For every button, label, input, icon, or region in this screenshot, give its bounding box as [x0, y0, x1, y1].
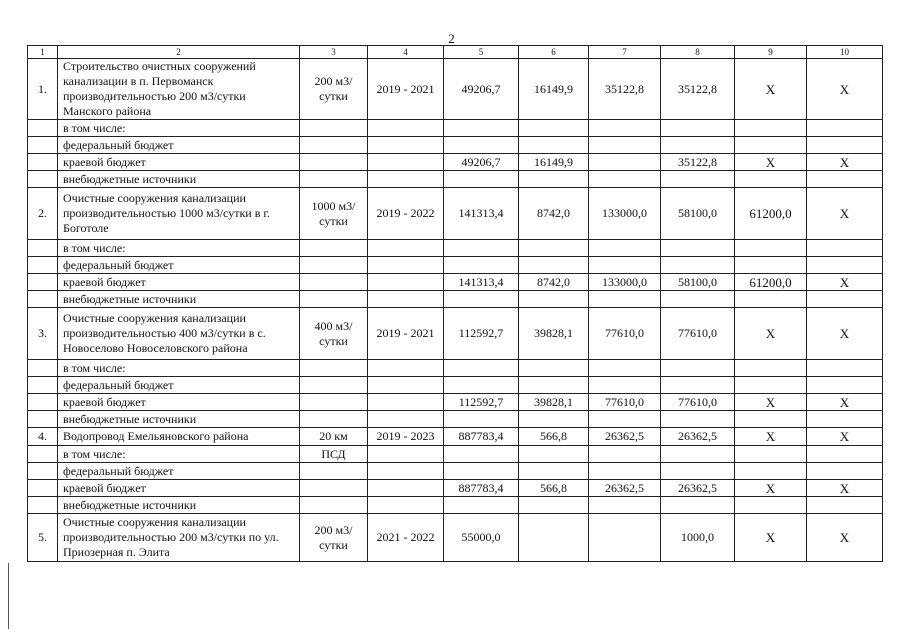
funding-v5: 49206,7 [444, 154, 519, 171]
header-row [28, 46, 883, 59]
funding-note [300, 274, 368, 291]
col-header: 3 [300, 46, 368, 59]
funding-v9 [735, 446, 807, 463]
funding-note [300, 480, 368, 497]
funding-v10 [807, 240, 883, 257]
funding-v8 [661, 360, 735, 377]
funding-label: краевой бюджет [58, 394, 300, 411]
funding-v7 [589, 446, 661, 463]
funding-v10 [807, 120, 883, 137]
project-capacity: 200 м3/сутки [300, 59, 368, 120]
funding-note [300, 411, 368, 428]
project-name: Очистные сооружения канализации производительностью 200 м3/сутки по ул. Приозерная п. Элита [58, 514, 300, 562]
funding-note [300, 257, 368, 274]
funding-v9 [735, 171, 807, 188]
empty-cell [28, 446, 58, 463]
empty-cell [28, 480, 58, 497]
value-v9: Х [735, 428, 807, 446]
funding-v10 [807, 137, 883, 154]
funding-v5 [444, 497, 519, 514]
funding-v7 [589, 377, 661, 394]
funding-v8 [661, 291, 735, 308]
value-v10: Х [807, 188, 883, 240]
funding-v10 [807, 171, 883, 188]
funding-v7 [589, 154, 661, 171]
project-row [28, 188, 883, 240]
empty-cell [368, 120, 444, 137]
funding-v10: Х [807, 154, 883, 171]
funding-label: краевой бюджет [58, 274, 300, 291]
project-number: 3. [28, 308, 58, 360]
project-number: 2. [28, 188, 58, 240]
funding-row [28, 394, 883, 411]
funding-v5: 887783,4 [444, 480, 519, 497]
col-header: 2 [58, 46, 300, 59]
funding-v8 [661, 171, 735, 188]
value-v6 [519, 514, 589, 562]
empty-cell [368, 291, 444, 308]
empty-cell [28, 377, 58, 394]
funding-v6 [519, 360, 589, 377]
empty-cell [368, 446, 444, 463]
empty-cell [368, 240, 444, 257]
funding-row [28, 120, 883, 137]
funding-row [28, 257, 883, 274]
project-name: Очистные сооружения канализации производительностью 400 м3/сутки в с. Новоселово Новоселовского района [58, 308, 300, 360]
value-v9: Х [735, 59, 807, 120]
value-v9: Х [735, 514, 807, 562]
project-capacity: 20 км [300, 428, 368, 446]
funding-v8: 35122,8 [661, 154, 735, 171]
funding-v9: Х [735, 480, 807, 497]
funding-v6: 8742,0 [519, 274, 589, 291]
value-v8: 35122,8 [661, 59, 735, 120]
col-header: 10 [807, 46, 883, 59]
empty-cell [368, 274, 444, 291]
funding-v5 [444, 360, 519, 377]
funding-note [300, 120, 368, 137]
funding-v7 [589, 463, 661, 480]
funding-v10 [807, 360, 883, 377]
col-header: 7 [589, 46, 661, 59]
value-v6: 39828,1 [519, 308, 589, 360]
funding-v7: 77610,0 [589, 394, 661, 411]
funding-row [28, 497, 883, 514]
value-v5: 49206,7 [444, 59, 519, 120]
funding-v5 [444, 240, 519, 257]
funding-note [300, 240, 368, 257]
funding-v10 [807, 257, 883, 274]
project-row [28, 428, 883, 446]
col-header: 1 [28, 46, 58, 59]
funding-row [28, 377, 883, 394]
funding-note [300, 497, 368, 514]
empty-cell [28, 360, 58, 377]
project-number: 5. [28, 514, 58, 562]
col-header: 5 [444, 46, 519, 59]
empty-cell [28, 411, 58, 428]
funding-label: федеральный бюджет [58, 377, 300, 394]
funding-row [28, 463, 883, 480]
funding-v10 [807, 291, 883, 308]
funding-v6 [519, 463, 589, 480]
funding-v9: Х [735, 394, 807, 411]
project-name: Очистные сооружения канализации производительностью 1000 м3/сутки в г. Боготоле [58, 188, 300, 240]
funding-v9: Х [735, 154, 807, 171]
funding-row [28, 154, 883, 171]
funding-label: в том числе: [58, 446, 300, 463]
funding-note [300, 171, 368, 188]
funding-v6 [519, 377, 589, 394]
funding-label: в том числе: [58, 120, 300, 137]
funding-v8 [661, 257, 735, 274]
funding-v7 [589, 240, 661, 257]
funding-label: федеральный бюджет [58, 257, 300, 274]
funding-label: краевой бюджет [58, 480, 300, 497]
funding-v5 [444, 411, 519, 428]
funding-v8: 77610,0 [661, 394, 735, 411]
funding-v6 [519, 497, 589, 514]
funding-label: внебюджетные источники [58, 411, 300, 428]
funding-v7: 26362,5 [589, 480, 661, 497]
funding-label: в том числе: [58, 360, 300, 377]
funding-v6 [519, 446, 589, 463]
funding-label: в том числе: [58, 240, 300, 257]
empty-cell [28, 497, 58, 514]
funding-v7: 133000,0 [589, 274, 661, 291]
value-v5: 141313,4 [444, 188, 519, 240]
funding-note [300, 291, 368, 308]
value-v10: Х [807, 59, 883, 120]
empty-cell [368, 360, 444, 377]
project-row [28, 514, 883, 562]
funding-v9 [735, 463, 807, 480]
funding-v9 [735, 120, 807, 137]
empty-cell [368, 171, 444, 188]
project-capacity: 1000 м3/сутки [300, 188, 368, 240]
funding-v5 [444, 463, 519, 480]
funding-v10 [807, 497, 883, 514]
funding-v8 [661, 463, 735, 480]
funding-v7 [589, 137, 661, 154]
value-v10: Х [807, 514, 883, 562]
funding-label: федеральный бюджет [58, 463, 300, 480]
empty-cell [368, 463, 444, 480]
empty-cell [28, 240, 58, 257]
funding-v5: 112592,7 [444, 394, 519, 411]
empty-cell [368, 394, 444, 411]
funding-v8 [661, 240, 735, 257]
funding-v5 [444, 171, 519, 188]
margin-line [8, 563, 9, 629]
project-period: 2019 - 2022 [368, 188, 444, 240]
funding-v7 [589, 257, 661, 274]
funding-label: федеральный бюджет [58, 137, 300, 154]
funding-v8: 26362,5 [661, 480, 735, 497]
project-name: Строительство очистных сооружений канализации в п. Первоманск производительностью 200 м3/сутки Манского района [58, 59, 300, 120]
project-number: 1. [28, 59, 58, 120]
empty-cell [368, 137, 444, 154]
empty-cell [368, 257, 444, 274]
funding-v10 [807, 411, 883, 428]
funding-row [28, 360, 883, 377]
value-v8: 1000,0 [661, 514, 735, 562]
funding-row [28, 240, 883, 257]
col-header: 6 [519, 46, 589, 59]
funding-note [300, 463, 368, 480]
empty-cell [28, 171, 58, 188]
project-name: Водопровод Емельяновского района [58, 428, 300, 446]
value-v7: 35122,8 [589, 59, 661, 120]
project-period: 2021 - 2022 [368, 514, 444, 562]
funding-label: внебюджетные источники [58, 497, 300, 514]
value-v6: 8742,0 [519, 188, 589, 240]
funding-note [300, 360, 368, 377]
funding-v9 [735, 291, 807, 308]
funding-v6: 16149,9 [519, 154, 589, 171]
funding-v10: Х [807, 394, 883, 411]
funding-v9 [735, 240, 807, 257]
funding-note [300, 154, 368, 171]
funding-v10 [807, 446, 883, 463]
funding-v6 [519, 240, 589, 257]
funding-v6 [519, 291, 589, 308]
funding-v10 [807, 463, 883, 480]
project-period: 2019 - 2021 [368, 308, 444, 360]
funding-v9 [735, 137, 807, 154]
value-v8: 58100,0 [661, 188, 735, 240]
funding-v10: Х [807, 274, 883, 291]
funding-v7 [589, 497, 661, 514]
funding-v5 [444, 257, 519, 274]
value-v10: Х [807, 428, 883, 446]
value-v8: 77610,0 [661, 308, 735, 360]
funding-note [300, 137, 368, 154]
empty-cell [368, 480, 444, 497]
value-v5: 55000,0 [444, 514, 519, 562]
funding-row [28, 480, 883, 497]
funding-note [300, 377, 368, 394]
empty-cell [28, 137, 58, 154]
value-v10: Х [807, 308, 883, 360]
value-v7: 133000,0 [589, 188, 661, 240]
funding-row [28, 137, 883, 154]
funding-v9 [735, 411, 807, 428]
empty-cell [28, 463, 58, 480]
value-v7: 26362,5 [589, 428, 661, 446]
empty-cell [28, 291, 58, 308]
funding-v6 [519, 171, 589, 188]
funding-v6 [519, 257, 589, 274]
funding-v7 [589, 360, 661, 377]
funding-v8 [661, 377, 735, 394]
funding-v5 [444, 137, 519, 154]
col-header: 4 [368, 46, 444, 59]
funding-v8 [661, 411, 735, 428]
funding-v8 [661, 497, 735, 514]
funding-v5 [444, 446, 519, 463]
funding-v5: 141313,4 [444, 274, 519, 291]
project-number: 4. [28, 428, 58, 446]
funding-note [300, 394, 368, 411]
empty-cell [28, 394, 58, 411]
funding-v10 [807, 377, 883, 394]
funding-v6 [519, 120, 589, 137]
funding-note: ПСД [300, 446, 368, 463]
value-v6: 16149,9 [519, 59, 589, 120]
empty-cell [368, 411, 444, 428]
project-period: 2019 - 2023 [368, 428, 444, 446]
funding-v7 [589, 411, 661, 428]
value-v7 [589, 514, 661, 562]
funding-row [28, 171, 883, 188]
funding-label: внебюджетные источники [58, 171, 300, 188]
funding-v9 [735, 377, 807, 394]
funding-v8 [661, 137, 735, 154]
value-v8: 26362,5 [661, 428, 735, 446]
funding-v8 [661, 120, 735, 137]
funding-v5 [444, 377, 519, 394]
funding-row [28, 411, 883, 428]
empty-cell [28, 154, 58, 171]
funding-v7 [589, 171, 661, 188]
funding-v9: 61200,0 [735, 274, 807, 291]
funding-v5 [444, 291, 519, 308]
funding-row [28, 291, 883, 308]
funding-v7 [589, 120, 661, 137]
funding-v9 [735, 257, 807, 274]
funding-v10: Х [807, 480, 883, 497]
project-capacity: 400 м3/сутки [300, 308, 368, 360]
funding-v6: 39828,1 [519, 394, 589, 411]
funding-v8 [661, 446, 735, 463]
empty-cell [368, 377, 444, 394]
funding-v8: 58100,0 [661, 274, 735, 291]
project-row [28, 308, 883, 360]
investment-table [27, 45, 883, 562]
funding-v5 [444, 120, 519, 137]
empty-cell [28, 274, 58, 291]
empty-cell [368, 497, 444, 514]
empty-cell [368, 154, 444, 171]
value-v6: 566,8 [519, 428, 589, 446]
funding-label: краевой бюджет [58, 154, 300, 171]
value-v9: Х [735, 308, 807, 360]
value-v5: 887783,4 [444, 428, 519, 446]
col-header: 9 [735, 46, 807, 59]
value-v7: 77610,0 [589, 308, 661, 360]
value-v5: 112592,7 [444, 308, 519, 360]
page-number: 2 [448, 31, 455, 46]
project-period: 2019 - 2021 [368, 59, 444, 120]
funding-v7 [589, 291, 661, 308]
value-v9: 61200,0 [735, 188, 807, 240]
funding-v6: 566,8 [519, 480, 589, 497]
col-header: 8 [661, 46, 735, 59]
funding-v6 [519, 137, 589, 154]
project-capacity: 200 м3/сутки [300, 514, 368, 562]
funding-v6 [519, 411, 589, 428]
project-row [28, 59, 883, 120]
funding-v9 [735, 360, 807, 377]
funding-row [28, 274, 883, 291]
funding-v9 [735, 497, 807, 514]
funding-row [28, 446, 883, 463]
table-body [28, 46, 883, 562]
funding-label: внебюджетные источники [58, 291, 300, 308]
empty-cell [28, 120, 58, 137]
empty-cell [28, 257, 58, 274]
